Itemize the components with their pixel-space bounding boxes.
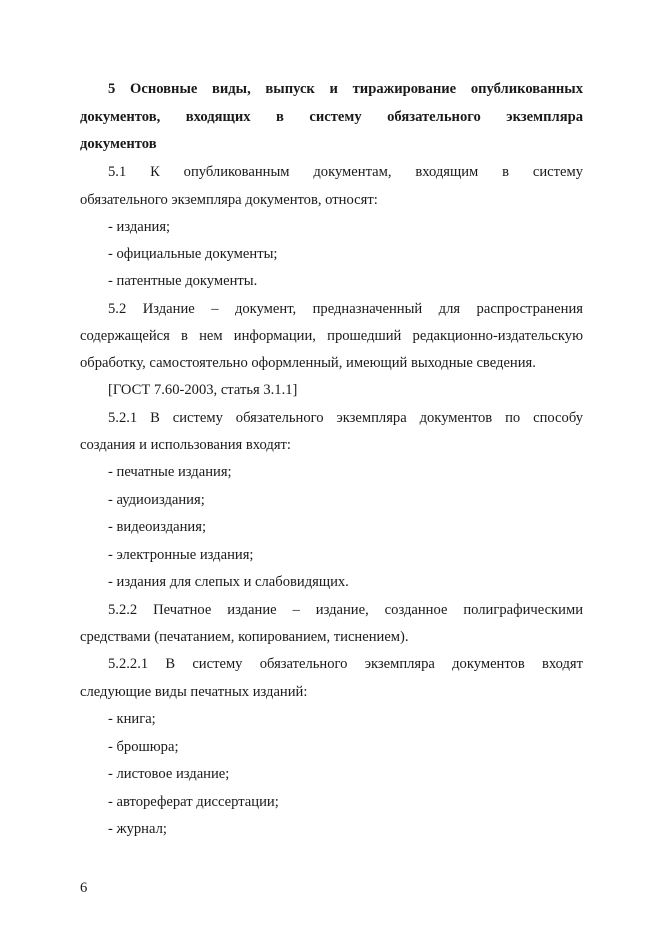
list-item: - аудиоиздания; [108,492,205,508]
paragraph-5-2-1-line-2: создания и использования входят: [80,437,291,453]
list-item: - издания; [108,219,171,235]
gost-reference: [ГОСТ 7.60-2003, статья 3.1.1] [108,382,298,398]
list-item: - патентные документы. [108,273,258,289]
list-item: - электронные издания; [108,547,254,563]
paragraph-5-1-line-1: 5.1 К опубликованным документам, входящим в систему [108,164,583,180]
paragraph-5-2-2-1-line-2: следующие виды печатных изданий: [80,684,308,700]
paragraph-5-2-line-3: обработку, самостоятельно оформленный, имеющий выходные сведения. [80,355,536,371]
section-heading-line-3: документов [80,136,157,152]
list-item: - журнал; [108,821,167,837]
paragraph-5-2-line-2: содержащейся в нем информации, прошедший редакционно-издательскую [80,328,583,344]
page-number: 6 [80,880,88,896]
paragraph-5-2-1-line-1: 5.2.1 В систему обязательного экземпляра документов по способу [108,410,583,426]
list-item: - листовое издание; [108,766,230,782]
list-item: - печатные издания; [108,464,232,480]
list-item: - официальные документы; [108,246,278,262]
section-heading-line-2: документов, входящих в систему обязательного экземпляра [80,109,583,125]
list-item: - автореферат диссертации; [108,794,279,810]
paragraph-5-2-2-1-line-1: 5.2.2.1 В систему обязательного экземпляра документов входят [108,656,583,672]
paragraph-5-1-line-2: обязательного экземпляра документов, относят: [80,192,378,208]
paragraph-5-2-line-1: 5.2 Издание – документ, предназначенный для распространения [108,301,583,317]
list-item: - книга; [108,711,156,727]
list-item: - брошюра; [108,739,179,755]
list-item: - видеоиздания; [108,519,207,535]
list-item: - издания для слепых и слабовидящих. [108,574,349,590]
section-heading-line-1: 5 Основные виды, выпуск и тиражирование опубликованных [108,81,583,97]
paragraph-5-2-2-line-2: средствами (печатанием, копированием, тиснением). [80,629,409,645]
paragraph-5-2-2-line-1: 5.2.2 Печатное издание – издание, созданное полиграфическими [108,602,583,618]
